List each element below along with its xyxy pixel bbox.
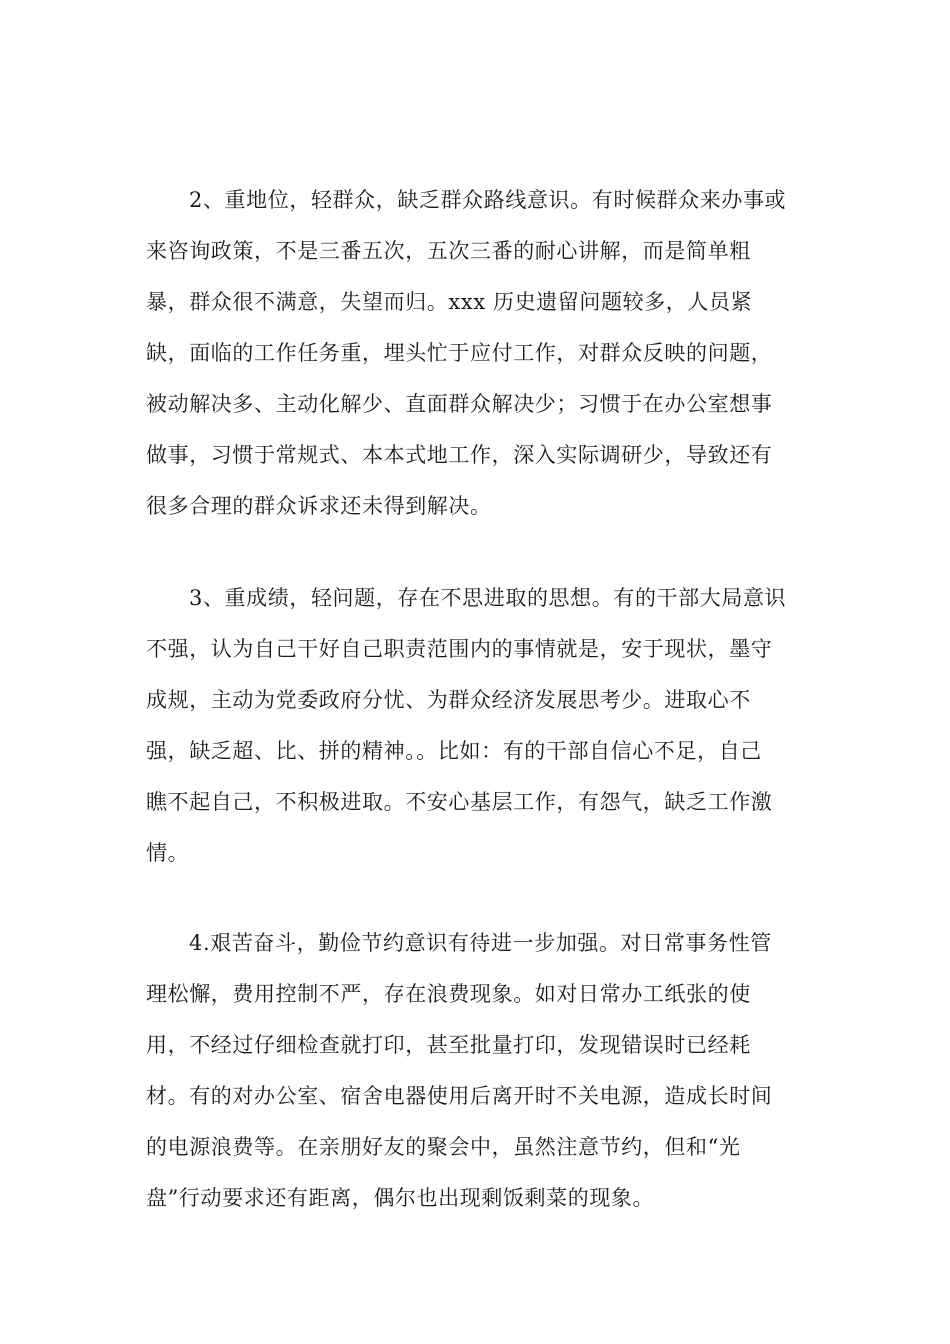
text-line: 强，缺乏超、比、拼的精神。。比如：有的干部自信心不足，自己 <box>146 739 762 763</box>
text-line: 情。 <box>146 841 190 865</box>
text-line: 被动解决多、主动化解少、直面群众解决少；习惯于在办公室想事 <box>146 392 773 416</box>
paragraph-2 <box>146 175 811 532</box>
paragraph-3 <box>146 573 811 879</box>
text-line: 不强，认为自己干好自己职责范围内的事情就是，安于现状，墨守 <box>146 637 773 661</box>
paragraph-4 <box>146 918 811 1224</box>
text-line: 很多合理的群众诉求还未得到解决。 <box>146 494 492 518</box>
text-line: 3、重成绩，轻问题，存在不思进取的思想。有的干部大局意识 <box>189 586 787 610</box>
text-line: 材。有的对办公室、宿舍电器使用后离开时不关电源，造成长时间 <box>146 1084 773 1108</box>
text-line: 做事，习惯于常规式、本本式地工作，深入实际调研少，导致还有 <box>146 443 773 467</box>
text-line: 2、重地位，轻群众，缺乏群众路线意识。有时候群众来办事或 <box>189 188 787 212</box>
text-line: 4.艰苦奋斗，勤俭节约意识有待进一步加强。对日常事务性管 <box>189 931 772 955</box>
text-line: 瞧不起自己，不积极进取。不安心基层工作，有怨气，缺乏工作激 <box>146 790 773 814</box>
text-line: 成规，主动为党委政府分忧、为群众经济发展思考少。进取心不 <box>146 688 751 712</box>
text-line: 来咨询政策，不是三番五次，五次三番的耐心讲解，而是简单粗 <box>146 239 751 263</box>
text-line: 缺，面临的工作任务重，埋头忙于应付工作，对群众反映的问题， <box>146 341 773 365</box>
text-line: 的电源浪费等。在亲朋好友的聚会中，虽然注意节约，但和“光 <box>146 1135 741 1159</box>
text-line: 理松懈，费用控制不严，存在浪费现象。如对日常办工纸张的使 <box>146 982 751 1006</box>
text-line: 暴，群众很不满意，失望而归。xxx 历史遗留问题较多，人员紧 <box>146 290 753 314</box>
text-line: 盘”行动要求还有距离，偶尔也出现剩饭剩菜的现象。 <box>146 1186 655 1210</box>
text-line: 用，不经过仔细检查就打印，甚至批量打印，发现错误时已经耗 <box>146 1033 751 1057</box>
